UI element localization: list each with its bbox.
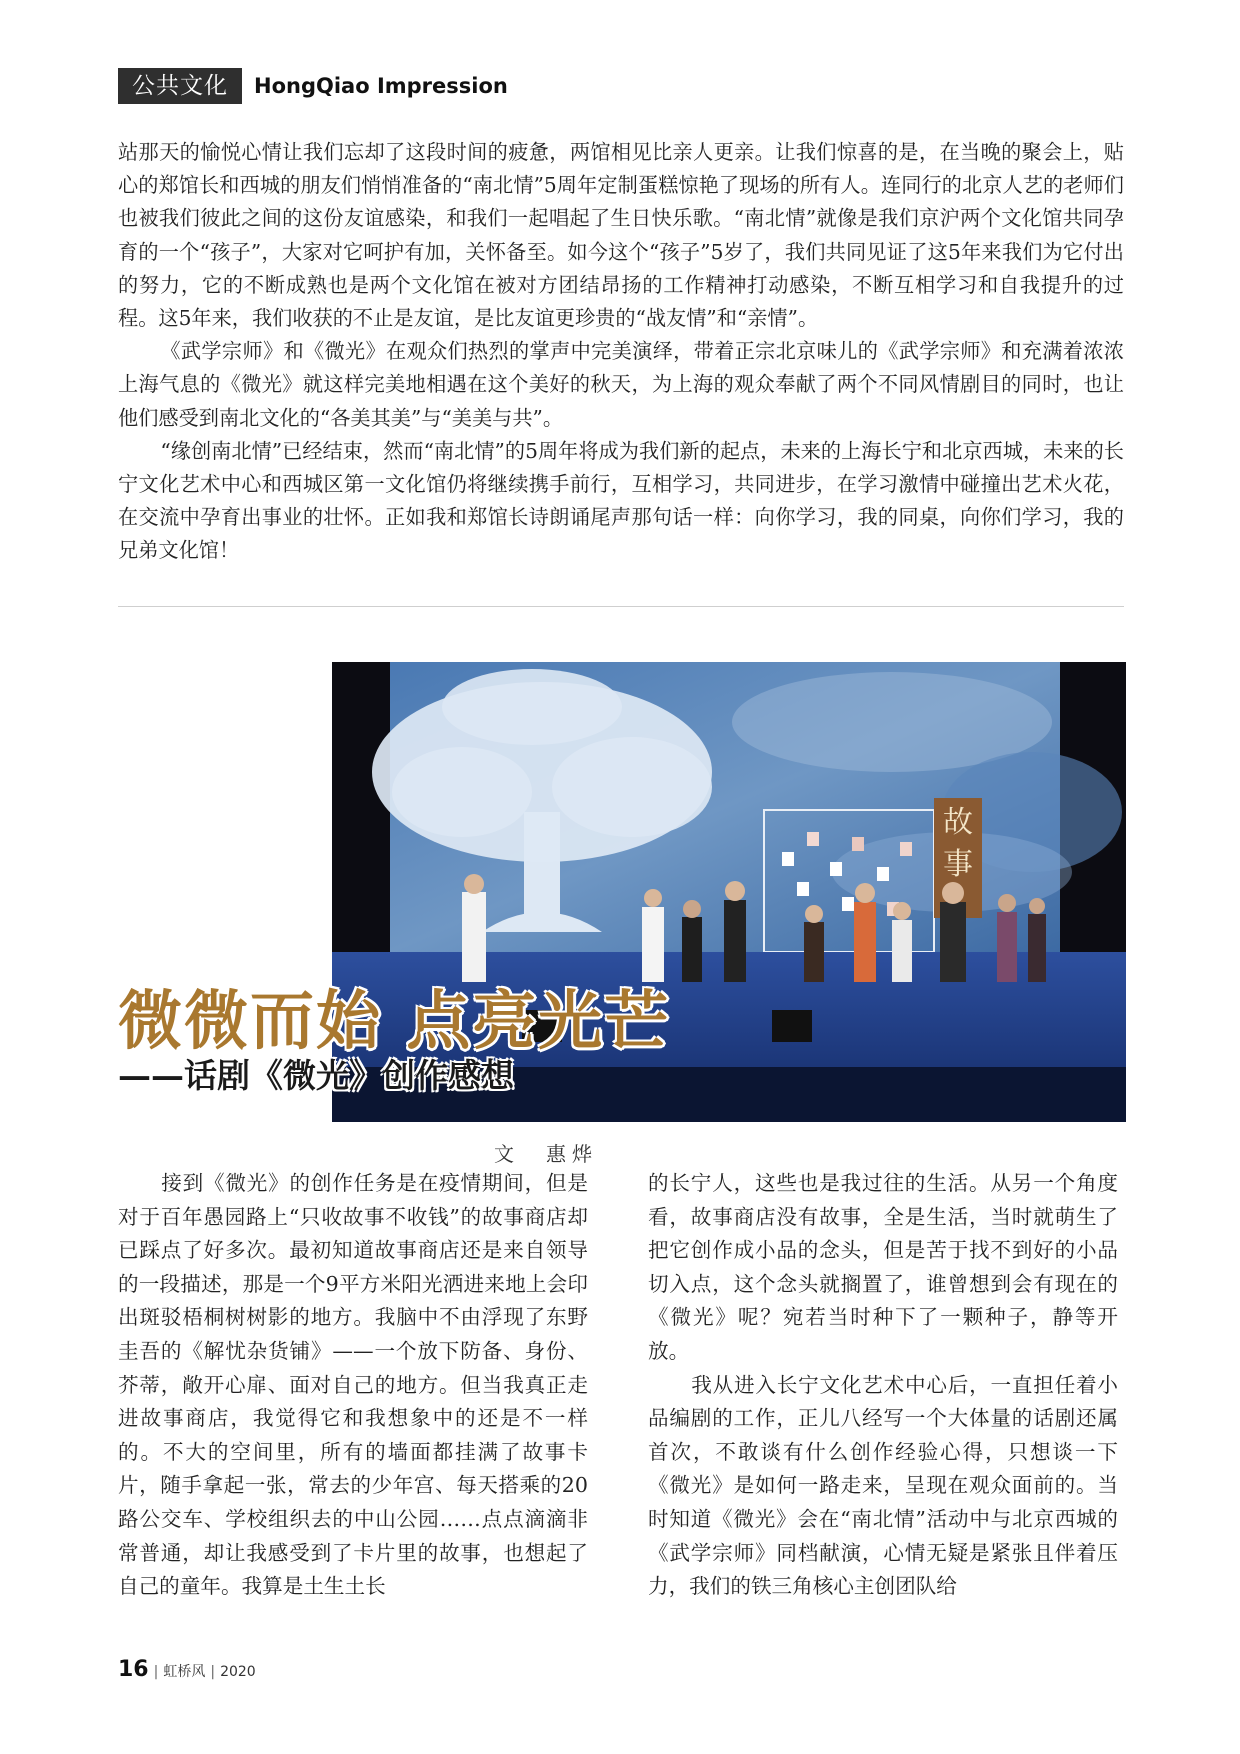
footer-magazine: 虹桥风: [163, 1664, 206, 1680]
section-divider: [118, 606, 1124, 607]
sign-char-2: 事: [943, 847, 973, 882]
section-tag: 公共文化: [118, 68, 242, 104]
sign-char-1: 故: [943, 805, 973, 840]
intro-text: [118, 136, 1124, 568]
page-number: 16: [118, 1657, 149, 1682]
article-title: 微微而始 点亮光芒: [118, 984, 671, 1059]
intro-paragraph-1: 站那天的愉悦心情让我们忘却了这段时间的疲惫，两馆相见比亲人更亲。让我们惊喜的是，在当晚的聚会上，贴心的郑馆长和西城的朋友们悄悄准备的“南北情”5周年定制蛋糕惊艳了现场的所有人。连同行的北京人艺的老师们也被我们彼此之间的这份友谊感染，和我们一起唱起了生日快乐歌。“南北情”就像是我们京沪两个文化馆共同孕育的一个“孩子”，大家对它呵护有加，关怀备至。如今这个“孩子”5岁了，我们共同见证了这5年来我们为它付出的努力，它的不断成熟也是两个文化馆在被对方团结昂扬的工作精神打动感染，不断互相学习和自我提升的过程。这5年来，我们收获的不止是友谊，是比友谊更珍贵的“战友情”和“亲情”。: [118, 140, 1124, 331]
article-column-right: [648, 1167, 1118, 1604]
article-column-left: [118, 1167, 588, 1604]
page-header: [118, 68, 508, 104]
left-paragraph-1: 接到《微光》的创作任务是在疫情期间，但是对于百年愚园路上“只收故事不收钱”的故事商店却已踩点了好多次。最初知道故事商店还是来自领导的一段描述，那是一个9平方米阳光洒进来地上会印出斑驳梧桐树树影的地方。我脑中不由浮现了东野圭吾的《解忧杂货铺》——一个放下防备、身份、芥蒂，敞开心扉、面对自己的地方。但当我真正走进故事商店，我觉得它和我想象中的还是不一样的。不大的空间里，所有的墙面都挂满了故事卡片，随手拿起一张，常去的少年宫、每天搭乘的20路公交车、学校组织去的中山公园……点点滴滴非常普通，却让我感受到了卡片里的故事，也想起了自己的童年。我算是土生土长: [118, 1171, 588, 1599]
byline: 文 惠烨: [494, 1142, 598, 1166]
magazine-name: HongQiao Impression: [254, 74, 508, 98]
footer-year: 2020: [220, 1664, 256, 1680]
right-paragraph-1: 的长宁人，这些也是我过往的生活。从另一个角度看，故事商店没有故事，全是生活，当时就萌生了把它创作成小品的念头，但是苦于找不到好的小品切入点，这个念头就搁置了，谁曾想到会有现在的《微光》呢？宛若当时种下了一颗种子，静等开放。: [648, 1171, 1118, 1363]
page-footer: [118, 1657, 256, 1682]
article-subtitle: ——话剧《微光》创作感想: [118, 1056, 514, 1095]
footer-separator: |: [153, 1664, 159, 1680]
right-paragraph-2: 我从进入长宁文化艺术中心后，一直担任着小品编剧的工作，正儿八经写一个大体量的话剧还属首次，不敢谈有什么创作经验心得，只想谈一下《微光》是如何一路走来，呈现在观众面前的。当时知道《微光》会在“南北情”活动中与北京西城的《武学宗师》同档献演，心情无疑是紧张且伴着压力，我们的铁三角核心主创团队给: [648, 1372, 1118, 1599]
footer-separator-2: |: [210, 1664, 216, 1680]
intro-paragraph-3: “缘创南北情”已经结束，然而“南北情”的5周年将成为我们新的起点，未来的上海长宁和北京西城，未来的长宁文化艺术中心和西城区第一文化馆仍将继续携手前行，互相学习，共同进步，在学习激情中碰撞出艺术火花，在交流中孕育出事业的壮怀。正如我和郑馆长诗朗诵尾声那句话一样：向你学习，我的同桌，向你们学习，我的兄弟文化馆！: [118, 438, 1124, 563]
intro-paragraph-2: 《武学宗师》和《微光》在观众们热烈的掌声中完美演绎，带着正宗北京味儿的《武学宗师》和充满着浓浓上海气息的《微光》就这样完美地相遇在这个美好的秋天，为上海的观众奉献了两个不同风情剧目的同时，也让他们感受到南北文化的“各美其美”与“美美与共”。: [118, 339, 1124, 430]
